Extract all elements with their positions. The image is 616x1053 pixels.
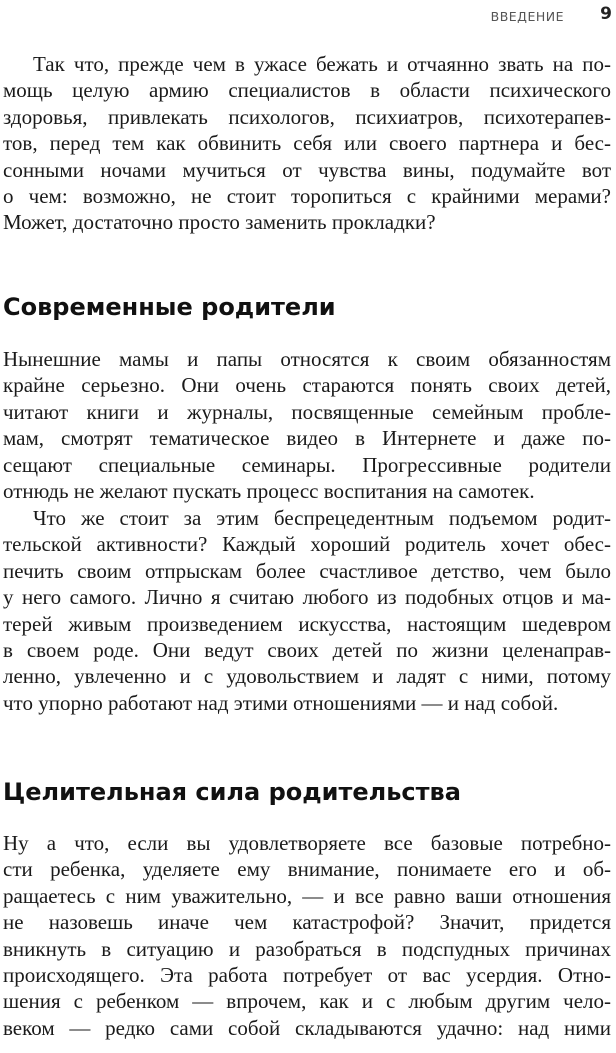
text-line: тов, перед тем как обвинить себя или своего партнера и бес-	[3, 131, 611, 156]
text-line: что упорно работают над этими отношениями — и над собой.	[3, 690, 559, 715]
text-line: мощь целую армию специалистов в области психического	[3, 78, 611, 103]
text-line: Что же стоит за этим беспрецедентным подъемом родит-	[33, 506, 611, 530]
text-line: не назовешь иначе чем катастрофой? Значит, придется	[3, 910, 611, 935]
text-line: здоровья, привлекать психологов, психиатров, психотерапев-	[3, 104, 611, 129]
text-line: Может, достаточно просто заменить прокладки?	[3, 210, 436, 235]
text-line: отнюдь не желают пускать процесс воспитания на самотек.	[3, 478, 535, 503]
text-line: шения с ребенком — впрочем, как и с любым другим чело-	[3, 989, 611, 1014]
text-line: сещают специальные семинары. Прогрессивные родители	[3, 452, 611, 477]
text-line: терей живым произведением искусства, настоящим шедевром	[3, 611, 611, 636]
text-line: мам, смотрят тематическое видео в Интернете и даже по-	[3, 426, 611, 451]
paragraph-1	[3, 51, 611, 236]
text-line: крайне серьезно. Они очень стараются понять своих детей,	[3, 373, 611, 398]
text-line: читают книги и журналы, посвященные семейным пробле-	[3, 399, 611, 424]
paragraph-4	[3, 830, 611, 1041]
page-number: 9	[600, 4, 612, 24]
section-heading-modern-parents: Современные родители	[3, 293, 336, 321]
text-line: тельской активности? Каждый хороший родитель хочет обес-	[3, 532, 611, 557]
text-line: ращаетесь с ним уважительно, — и все равно ваши отношения	[3, 883, 611, 908]
text-line: веком — редко сами собой складываются удачно: над ними	[3, 1015, 611, 1040]
text-line: Нынешние мамы и папы относятся к своим обязанностям	[3, 347, 611, 371]
text-line: происходящего. Эта работа потребует от вас усердия. Отно-	[3, 962, 611, 987]
paragraph-2	[3, 346, 611, 504]
section-heading-healing-power: Целительная сила родительства	[3, 778, 461, 806]
text-line: Ну а что, если вы удовлетворяете все базовые потребно-	[3, 831, 611, 855]
paragraph-3	[3, 505, 611, 716]
text-line: о чем: возможно, не стоит торопиться с крайними мерами?	[3, 183, 611, 208]
text-line: у него самого. Лично я считаю любого из подобных отцов и ма-	[3, 585, 611, 610]
running-header	[0, 4, 616, 28]
text-line: Так что, прежде чем в ужасе бежать и отчаянно звать на по-	[33, 52, 611, 76]
text-line: сти ребенка, уделяете ему внимание, понимаете его и об-	[3, 857, 611, 882]
text-line: в своем роде. Они ведут своих детей по жизни целенаправ-	[3, 637, 611, 662]
text-line: вникнуть в ситуацию и разобраться в подспудных причинах	[3, 936, 611, 961]
text-line: сонными ночами мучиться от чувства вины, подумайте вот	[3, 157, 611, 182]
text-line: ленно, увлеченно и с удовольствием и ладят с ними, потому	[3, 664, 611, 689]
text-line: печить своим отпрыскам более счастливое детство, чем было	[3, 558, 611, 583]
section-title: ВВЕДЕНИЕ	[490, 9, 564, 24]
